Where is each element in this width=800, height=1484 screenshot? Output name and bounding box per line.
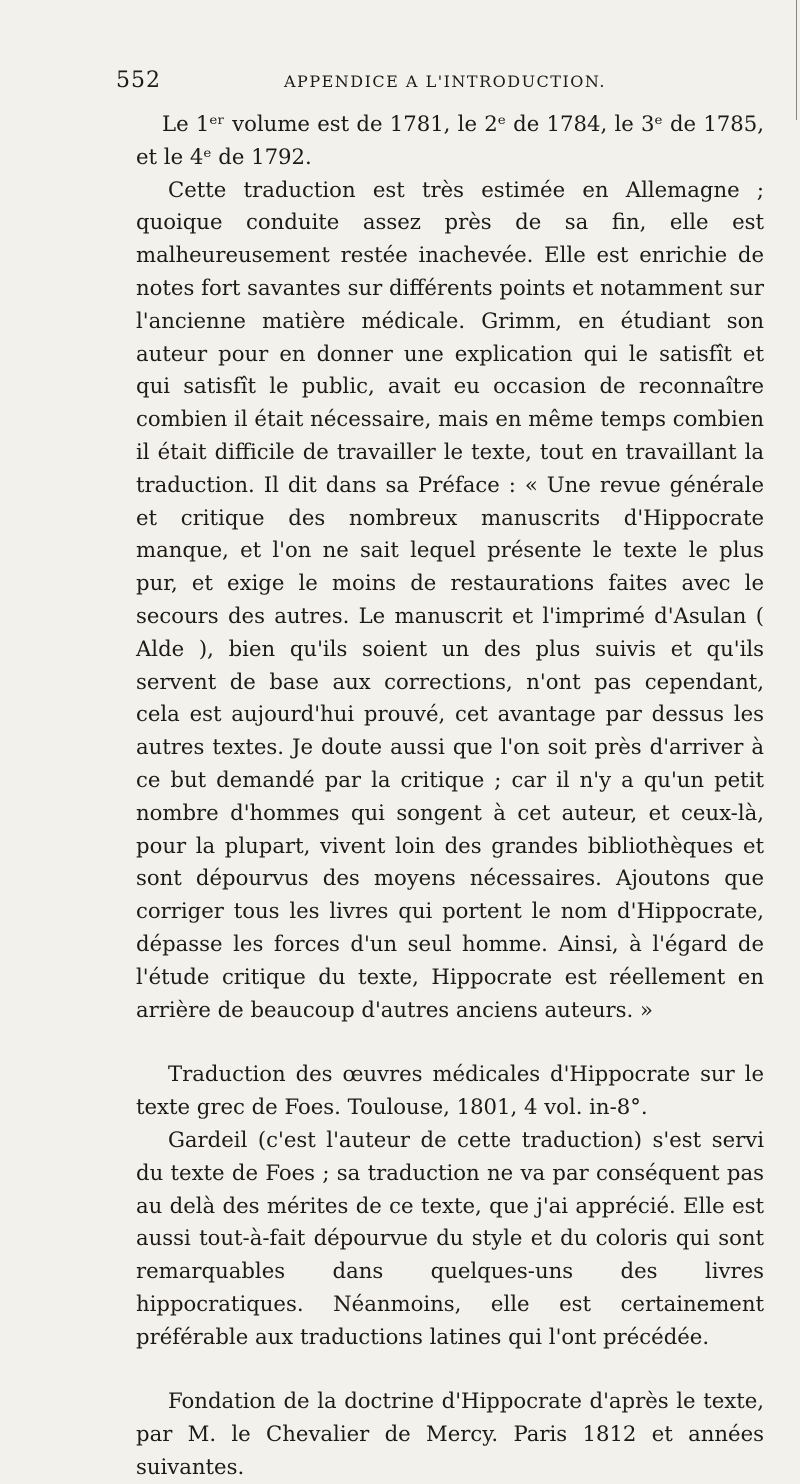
paragraph-gardeil: Gardeil (c'est l'auteur de cette traduction) s'est servi du texte de Foes ; sa traduction ne va par conséquent pas au delà des mérites de ce texte, que j'ai apprécié. Elle est aussi tout-à-fait dépourvue du style et du coloris qui sont remarquables dans quelques-uns des livres hippocratiques. Néanmoins, elle est certainement préférable aux traductions latines qui l'ont précédée. bbox=[136, 1126, 764, 1349]
paragraph-volumes: Le 1ᵉʳ volume est de 1781, le 2ᵉ de 1784, le 3ᵉ de 1785, et le 4ᵉ de 1792. bbox=[136, 111, 764, 169]
page-edge-line bbox=[796, 0, 797, 120]
body-text bbox=[136, 108, 764, 1484]
paragraph-mercy: Fondation de la doctrine d'Hippocrate d'après le texte, par M. le Chevalier de Mercy. Paris 1812 et années suivantes. bbox=[136, 1388, 764, 1480]
paragraph-grimm-translation: Cette traduction est très estimée en Allemagne ; quoique conduite assez près de sa fin, elle est malheureusement restée inachevée. Elle est enrichie de notes fort savantes sur différents points et notamment sur l'ancienne matière médicale. Grimm, en étudiant son auteur pour en donner une explication qui le satisfît et qui satisfît le public, avait eu occasion de reconnaître combien il était nécessaire, mais en même temps combien il était difficile de travailler le texte, tout en travaillant la traduction. Il dit dans sa Préface : « Une revue générale et critique des nombreux manuscrits d'Hippocrate manque, et l'on ne sait lequel présente le texte le plus pur, et exige le moins de restaurations faites avec le secours des autres. Le manuscrit et l'imprimé d'Asulan ( Alde ), bien qu'ils soient un des plus suivis et qu'ils servent de base aux corrections, n'ont pas cependant, cela est aujourd'hui prouvé, cet avantage par dessus les autres textes. Je doute aussi que l'on soit près d'arriver à ce but demandé par la critique ; car il n'y a qu'un petit nombre d'hommes qui songent à cet auteur, et ceux-là, pour la plupart, vivent loin des grandes bibliothèques et sont dépourvus des moyens nécessaires. Ajoutons que corriger tous les livres qui portent le nom d'Hippocrate, dépasse les forces d'un seul homme. Ainsi, à l'égard de l'étude critique du texte, Hippocrate est réellement en arrière de beaucoup d'autres anciens auteurs. » bbox=[136, 176, 764, 1022]
running-head: APPENDICE A L'INTRODUCTION. bbox=[284, 72, 606, 91]
page-number: 552 bbox=[116, 68, 161, 93]
page-header bbox=[116, 68, 756, 102]
paragraph-toulouse-translation: Traduction des œuvres médicales d'Hippocrate sur le texte grec de Foes. Toulouse, 1801, 4 vol. in-8°. bbox=[136, 1061, 764, 1120]
